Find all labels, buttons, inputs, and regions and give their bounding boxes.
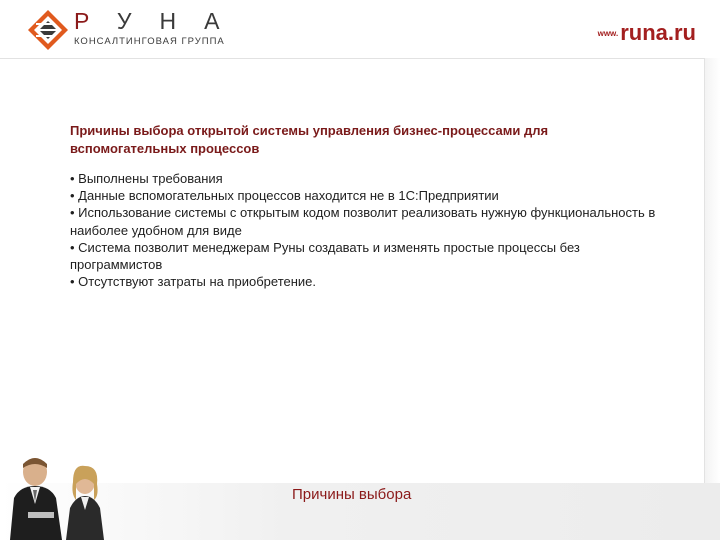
footer-title: Причины выбора (292, 486, 412, 503)
logo-letter-2: У (116, 8, 160, 34)
site-prefix: www. (597, 28, 619, 38)
header (0, 0, 720, 58)
bullet-item: • Отсутствуют затраты на приобретение. (70, 274, 317, 290)
slide-title: Причины выбора открытой системы управления бизнес-процессами для вспомогательных процессов (70, 123, 549, 156)
logo-letter-4: А (204, 8, 248, 34)
site-link[interactable] (598, 20, 696, 46)
people-photo-icon (0, 450, 140, 540)
logo-letter-3: Н (159, 8, 205, 34)
logo-letter-1: Р (74, 8, 117, 34)
site-domain: runa.ru (620, 20, 696, 45)
bullet-list (70, 170, 670, 290)
bullet-item: • Система позволит менеджерам Руны создавать и изменять простые процессы без программистов (70, 239, 580, 273)
logo-subtitle: КОНСАЛТИНГОВАЯ ГРУППА (74, 36, 225, 47)
bullet-item: • Использование системы с открытым кодом позволит реализовать нужную функциональность в наиболее удобном для виде (70, 205, 656, 238)
bullet-item: • Данные вспомогательных процессов находится не в 1С:Предприятии (70, 188, 499, 204)
logo-wordmark (74, 8, 247, 35)
side-shade (705, 58, 720, 540)
logo-icon (26, 8, 70, 52)
bullet-item: • Выполнены требования (70, 171, 223, 186)
